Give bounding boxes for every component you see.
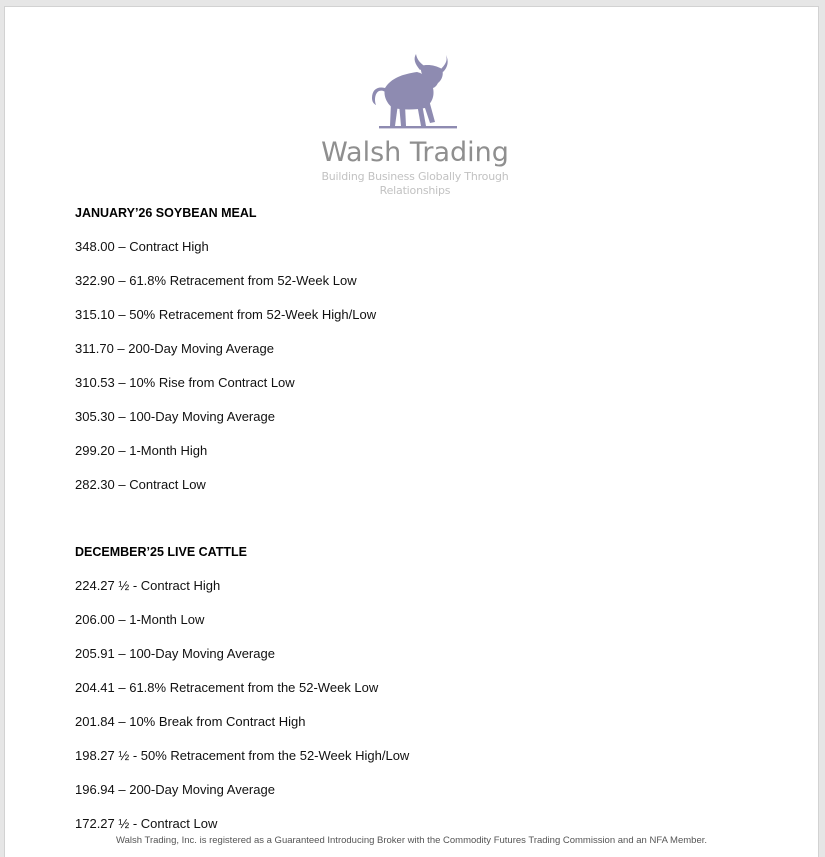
company-logo xyxy=(285,52,545,198)
section-heading: DECEMBER’25 LIVE CATTLE xyxy=(75,545,248,559)
price-level: 315.10 – 50% Retracement from 52-Week High/Low xyxy=(75,307,377,322)
price-level: 282.30 – Contract Low xyxy=(75,477,206,492)
document-page xyxy=(5,7,818,857)
price-level: 201.84 – 10% Break from Contract High xyxy=(75,714,306,729)
price-level: 224.27 ½ - Contract High xyxy=(75,578,221,593)
soybean-meal-section xyxy=(75,205,376,511)
live-cattle-section xyxy=(75,544,409,850)
price-level: 311.70 – 200-Day Moving Average xyxy=(75,341,274,356)
price-level: 305.30 – 100-Day Moving Average xyxy=(75,409,275,424)
price-level: 310.53 – 10% Rise from Contract Low xyxy=(75,375,295,390)
price-level: 299.20 – 1-Month High xyxy=(75,443,208,458)
company-name: Walsh Trading xyxy=(321,137,509,168)
section-heading: JANUARY’26 SOYBEAN MEAL xyxy=(75,206,257,220)
price-level: 322.90 – 61.8% Retracement from 52-Week Low xyxy=(75,273,357,288)
bull-icon xyxy=(365,52,465,134)
price-level: 172.27 ½ - Contract Low xyxy=(75,816,218,831)
regulatory-footer: Walsh Trading, Inc. is registered as a Guaranteed Introducing Broker with the Commodity Futures Trading Commission and an NFA Member. xyxy=(115,835,708,846)
price-level: 206.00 – 1-Month Low xyxy=(75,612,205,627)
price-level: 348.00 – Contract High xyxy=(75,239,209,254)
price-level: 196.94 – 200-Day Moving Average xyxy=(75,782,275,797)
price-level: 205.91 – 100-Day Moving Average xyxy=(75,646,275,661)
company-tagline: Building Business Globally Through Relationships xyxy=(321,170,509,197)
price-level: 204.41 – 61.8% Retracement from the 52-Week Low xyxy=(75,680,379,695)
price-level: 198.27 ½ - 50% Retracement from the 52-Week High/Low xyxy=(75,748,410,763)
